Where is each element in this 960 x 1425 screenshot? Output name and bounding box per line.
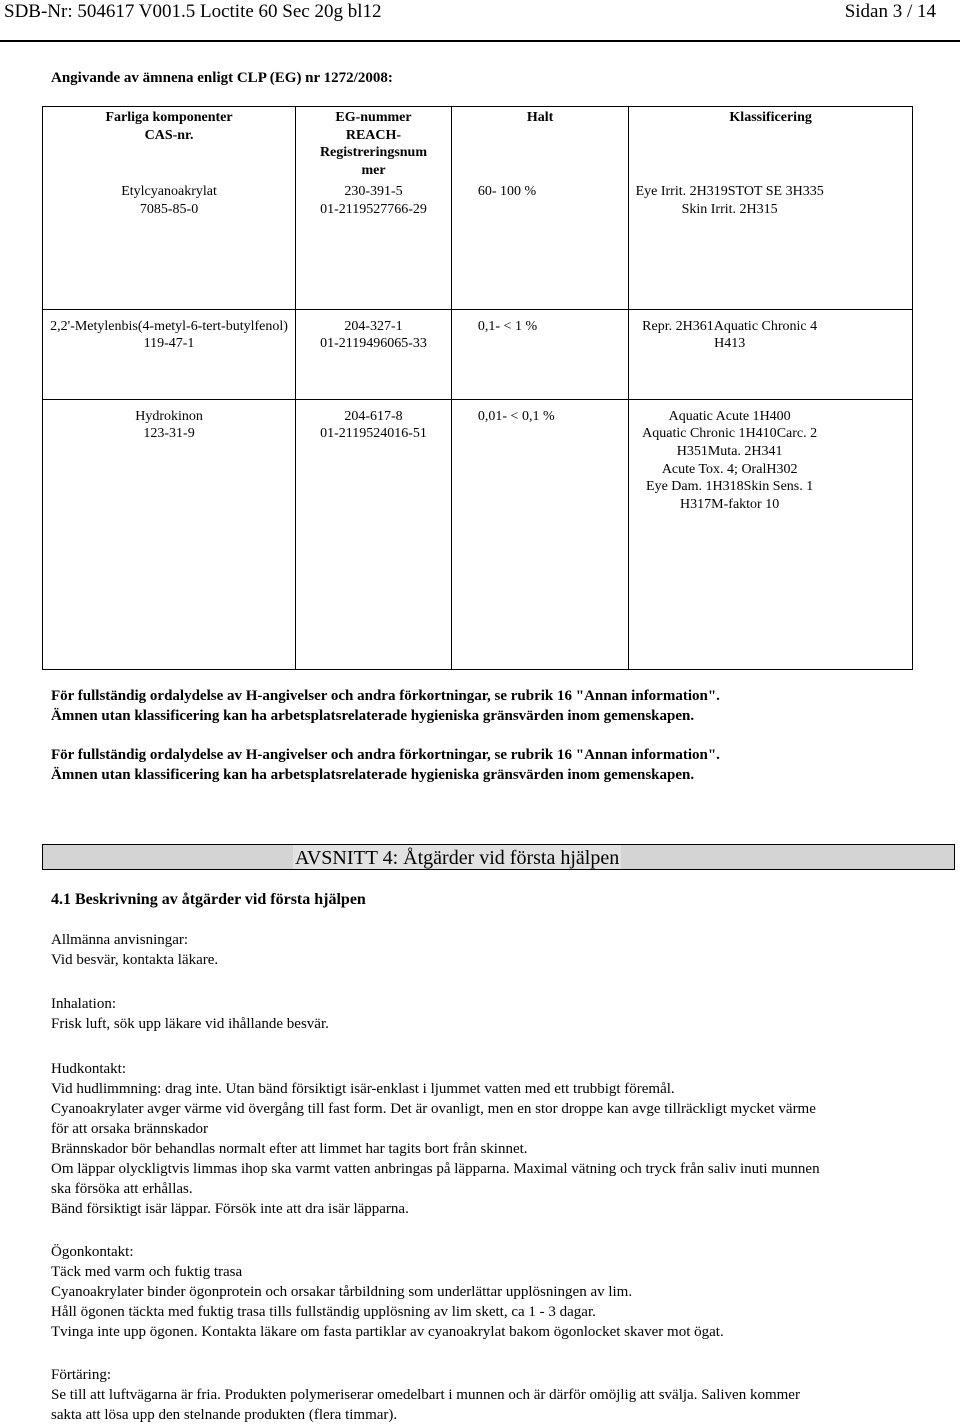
footnote: För fullständig ordalydelse av H-angivelser och andra förkortningar, se rubrik 16 "Annan information". (51, 747, 720, 763)
component-ec-reach: 230-391-5 01-2119527766-29 (296, 181, 452, 309)
classification-item: Skin Irrit. 2 (681, 201, 747, 217)
classification-item: Carc. 2 (776, 426, 818, 442)
classification-item: Eye Irrit. 2 (635, 184, 697, 200)
section-banner (42, 844, 955, 870)
component-halt: 0,01- < 0,1 % (451, 399, 628, 669)
header-divider (0, 40, 960, 42)
header-components: Farliga komponenter CAS-nr. (43, 107, 296, 182)
footnote: Ämnen utan klassificering kan ha arbetsplatsrelaterade hygieniska gränsvärden inom gemenskapen. (51, 708, 695, 724)
component-name-cas: Etylcyanoakrylat 7085-85-0 (43, 181, 296, 309)
block-line: Om läppar olyckligtvis limmas ihop ska varmt vatten anbringas på läpparna. Maximal vätning och tryck från saliv inuti munnen (51, 1161, 820, 1177)
component-classification (629, 181, 913, 309)
footnote: För fullständig ordalydelse av H-angivelser och andra förkortningar, se rubrik 16 "Annan information". (51, 688, 720, 704)
classification-item: H351 (676, 444, 708, 460)
block-label: Inhalation: (51, 996, 116, 1012)
classification-item: M-faktor 10 (711, 496, 780, 512)
components-table (42, 106, 913, 670)
block-line: Tvinga inte upp ögonen. Kontakta läkare om fasta partiklar av cyanoakrylat bakom ögonlocket skaver mot ögat. (51, 1324, 724, 1340)
block-line: Brännskador bör behandlas normalt efter att limmet har tagits bort från skinnet. (51, 1141, 528, 1157)
classification-item: Skin Sens. 1 (743, 479, 814, 495)
block-line: Vid besvär, kontakta läkare. (51, 952, 219, 968)
classification-item: Muta. 2 (707, 444, 752, 460)
section-heading: Angivande av ämnena enligt CLP (EG) nr 1272/2008: (51, 70, 393, 86)
block-line: för att orsaka brännskador (51, 1121, 209, 1137)
document-id: SDB-Nr: 504617 V001.5 Loctite 60 Sec 20g bl12 (4, 1, 382, 22)
block-line: ska försöka att erhållas. (51, 1181, 193, 1197)
component-ec-reach: 204-327-1 01-2119496065-33 (296, 309, 452, 399)
block-line: Se till att luftvägarna är fria. Produkten polymeriserar omedelbart i munnen och är därför omöjlig att svälja. Saliven kommer (51, 1387, 800, 1403)
component-halt: 60- 100 % (451, 181, 628, 309)
block-line: Cyanoakrylater avger värme vid övergång till fast form. Det är ovanligt, men en stor droppe kan avge tillräckligt mycket värme (51, 1101, 816, 1117)
block-label: Hudkontakt: (51, 1061, 126, 1077)
classification-item: H413 (714, 336, 746, 352)
table-row (43, 399, 913, 669)
block-line: Frisk luft, sök upp läkare vid ihållande besvär. (51, 1016, 329, 1032)
subsection-heading: 4.1 Beskrivning av åtgärder vid första hjälpen (51, 891, 366, 908)
header-ec-reach: EG-nummer REACH- Registreringsnum mer (296, 107, 452, 182)
classification-list (633, 318, 826, 353)
table-row (43, 309, 913, 399)
classification-item: Acute Tox. 4; Oral (661, 461, 767, 477)
classification-item: STOT SE 3 (727, 184, 793, 200)
page-number: Sidan 3 / 14 (844, 1, 936, 22)
classification-item: Eye Dam. 1 (646, 479, 713, 495)
classification-item: Aquatic Chronic 1 (642, 426, 746, 442)
classification-item: H361 (682, 318, 714, 334)
section-4-title: AVSNITT 4: Åtgärder vid första hjälpen (295, 847, 620, 869)
header-classification: Klassificering (629, 107, 913, 182)
classification-item: H335 (792, 184, 824, 200)
component-classification (629, 309, 913, 399)
component-ec-reach: 204-617-8 01-2119524016-51 (296, 399, 452, 669)
component-classification (629, 399, 913, 669)
block-line: sakta att lösa upp den stelnande produkten (flera timmar). (51, 1407, 398, 1423)
header-halt: Halt (451, 107, 628, 182)
table-row (43, 181, 913, 309)
component-name-cas: 2,2'-Metylenbis(4-metyl-6-tert-butylfenol) 119-47-1 (43, 309, 296, 399)
classification-item: H302 (766, 461, 798, 477)
block-line: Täck med varm och fuktig trasa (51, 1264, 243, 1280)
classification-list (633, 183, 826, 218)
classification-item: Repr. 2 (642, 318, 683, 334)
classification-item: H319 (696, 184, 728, 200)
block-label: Ögonkontakt: (51, 1244, 134, 1260)
classification-item: H410 (745, 426, 777, 442)
block-line: Håll ögonen täckta med fuktig trasa tills fullständig upplösning av lim skett, ca 1 - 3 dagar. (51, 1304, 596, 1320)
classification-item: Aquatic Acute 1 (668, 408, 760, 424)
footnote: Ämnen utan klassificering kan ha arbetsplatsrelaterade hygieniska gränsvärden inom gemenskapen. (51, 767, 695, 783)
classification-item: H400 (759, 408, 791, 424)
block-line: Vid hudlimmning: drag inte. Utan bänd försiktigt isär-enklast i ljummet vatten med ett trubbigt föremål. (51, 1081, 675, 1097)
classification-item: H315 (746, 201, 778, 217)
classification-item: H341 (751, 444, 783, 460)
table-header-row (43, 107, 913, 182)
component-name-cas: Hydrokinon 123-31-9 (43, 399, 296, 669)
component-halt: 0,1- < 1 % (451, 309, 628, 399)
block-label: Allmänna anvisningar: (51, 932, 189, 948)
classification-item: Aquatic Chronic 4 (713, 318, 818, 334)
classification-item: H317 (680, 496, 712, 512)
classification-list (633, 408, 826, 514)
block-line: Bänd försiktigt isär läppar. Försök inte att dra isär läpparna. (51, 1201, 409, 1217)
block-label: Förtäring: (51, 1367, 111, 1383)
block-line: Cyanoakrylater binder ögonprotein och orsakar tårbildning som underlättar upplösningen av lim. (51, 1284, 633, 1300)
classification-item: H318 (712, 479, 744, 495)
